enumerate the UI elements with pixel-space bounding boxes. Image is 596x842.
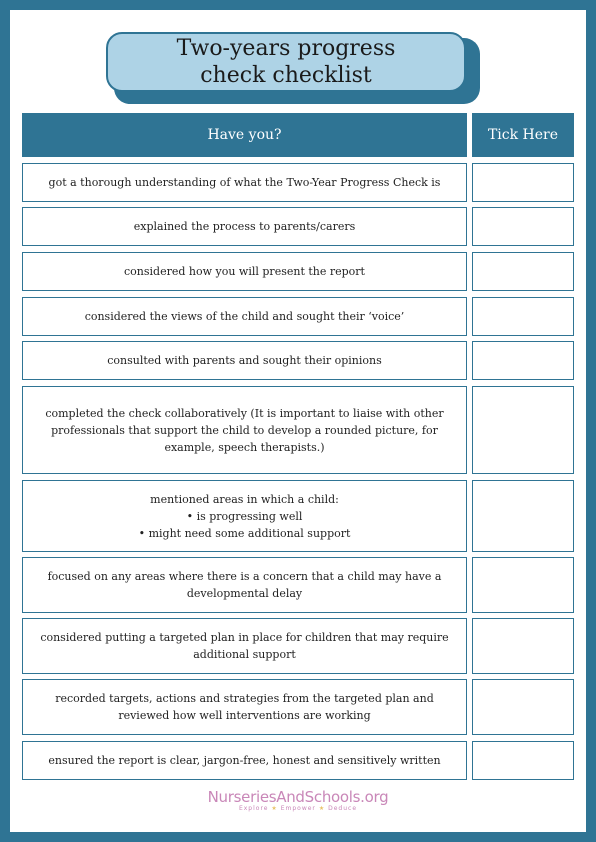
checklist-item-text: got a thorough understanding of what the Two-Year Progress Check is (48, 176, 441, 189)
checklist-bullet (139, 525, 351, 542)
checklist-item (22, 386, 467, 474)
logo-tag-explore: Explore (238, 805, 269, 812)
checklist-item (22, 341, 467, 380)
checklist-bullet-text: is progressing well (196, 509, 303, 523)
logo-tagline (10, 805, 586, 812)
tick-box[interactable] (472, 480, 574, 552)
checklist-item-content (31, 629, 458, 663)
tick-box[interactable] (472, 163, 574, 202)
header-tick-here: Tick Here (472, 113, 574, 157)
page-title: Two-years progress check checklist (176, 36, 396, 88)
checklist-item (22, 297, 467, 336)
checklist-item-text: considered the views of the child and sought their ‘voice’ (84, 310, 405, 323)
logo-tag-deduce: Deduce (328, 805, 358, 812)
checklist-item-content (31, 690, 458, 724)
checklist-item-text: considered putting a targeted plan in place for children that may require additional support (40, 631, 449, 661)
tick-box[interactable] (472, 557, 574, 613)
checklist-item-text: consulted with parents and sought their opinions (107, 354, 382, 367)
checklist-item (22, 741, 467, 780)
title-box (106, 32, 466, 92)
checklist-item-content (31, 568, 458, 602)
header-have-you: Have you? (22, 113, 467, 157)
checklist-item (22, 679, 467, 735)
checklist-item (22, 252, 467, 291)
checklist-item-text: explained the process to parents/carers (133, 220, 356, 233)
checklist-item-content (31, 405, 458, 456)
checklist-item (22, 557, 467, 613)
checklist-page (10, 10, 586, 832)
tick-box[interactable] (472, 741, 574, 780)
tick-box[interactable] (472, 679, 574, 735)
checklist-item-text: focused on any areas where there is a concern that a child may have a developmental delay (47, 570, 442, 600)
checklist-item-content (124, 263, 365, 280)
checklist-item-content (49, 174, 441, 191)
checklist-item (22, 163, 467, 202)
checklist-item-content (139, 491, 351, 542)
tick-box[interactable] (472, 618, 574, 674)
tick-box[interactable] (472, 341, 574, 380)
logo-tag-empower: Empower (280, 805, 316, 812)
tick-box[interactable] (472, 252, 574, 291)
checklist-bullet-text: might need some additional support (148, 526, 351, 540)
checklist-item (22, 207, 467, 246)
checklist-item-content (107, 352, 382, 369)
bullet-icon: • (138, 526, 149, 540)
checklist-item (22, 618, 467, 674)
checklist-item-text: completed the check collaboratively (It is important to liaise with other professionals that support the child to develop a rounded picture, for example, speech therapists.) (45, 406, 444, 454)
checklist-item-content (134, 218, 356, 235)
tick-box[interactable] (472, 297, 574, 336)
star-icon: ★ (271, 805, 278, 812)
checklist-item-content (48, 752, 440, 769)
checklist-item-content (85, 308, 405, 325)
nurseries-and-schools-logo (10, 788, 586, 812)
checklist-item (22, 480, 467, 552)
logo-name: NurseriesAndSchools.org (207, 788, 389, 806)
star-icon: ★ (318, 805, 326, 812)
tick-box[interactable] (472, 207, 574, 246)
checklist-bullet (139, 508, 351, 525)
bullet-icon: • (186, 509, 197, 523)
checklist-item-text: considered how you will present the report (124, 265, 365, 278)
checklist-item-text: recorded targets, actions and strategies from the targeted plan and reviewed how well interventions are working (55, 692, 434, 722)
checklist-item-text: ensured the report is clear, jargon-free, honest and sensitively written (48, 754, 441, 767)
tick-box[interactable] (472, 386, 574, 474)
checklist-item-text: mentioned areas in which a child: (150, 492, 339, 506)
